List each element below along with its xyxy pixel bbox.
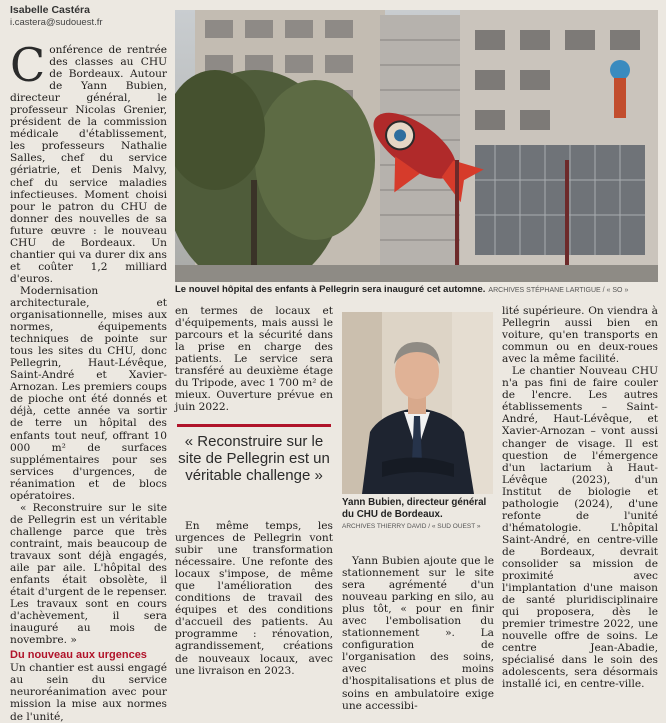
- paragraph: en termes de locaux et d'équipements, mais aussi le parcours et la sécurité dans la prise en charge des patients. Le service sera transféré au deuxième étage du Tripode, avec 1 700 m² de mieux. Ouverture prévue en juin 2022.: [175, 305, 333, 414]
- author-email[interactable]: i.castera@sudouest.fr: [10, 17, 103, 28]
- lead-paragraph: onférence de rentrée des classes au CHU de Bordeaux. Autour de Yann Bubien, directeur général, le professeur Nicolas Grenier, président de la commission médicale d'établissement, les professeurs Nathalie Salles, chef du service gériatrie, et Denis Malvy, chef du service maladies infectieuses. Moment choisi pour le patron du CHU de donner des nouvelles de sa future œuvre : le nouveau CHU de Bordeaux. Un chantier qui va durer dix ans et coûter 1,2 milliard d'euros.: [10, 44, 167, 285]
- paragraph: Yann Bubien ajoute que le stationnement sur le site sera agrémenté d'un nouveau parking en silo, au plus tôt, « pour en finir avec l'embolisation du stationnement ». La configuration de l'organisation des soins, avec moins d'hospitalisations et plus de soins en ambulatoire exige une accessibi-: [342, 555, 494, 712]
- hospital-photo: [175, 10, 658, 282]
- paragraph: « Reconstruire sur le site de Pellegrin est un véritable challenge parce que très contraint, mais beaucoup de travaux sont déjà engagés, aile par aile. L'hôpital des enfants était obsolète, il était d'urgent de le repenser. Les travaux sont en cours d'achèvement, il sera inauguré au mois de novembre. »: [10, 501, 167, 647]
- photo-credit: ARCHIVES THIERRY DAVID / « SUD OUEST »: [342, 523, 481, 530]
- author-name: Isabelle Castéra: [10, 4, 90, 16]
- portrait-illustration: [342, 312, 493, 494]
- hospital-building-illustration: [175, 10, 658, 282]
- portrait-photo: [342, 312, 493, 494]
- photo-caption: [175, 284, 658, 295]
- article-column-1: [10, 38, 167, 723]
- drop-cap: C: [10, 38, 46, 92]
- photo-credit: ARCHIVES STÉPHANE LARTIGUE / « SO »: [488, 287, 629, 294]
- paragraph: lité supérieure. On viendra à Pellegrin aussi bien en voiture, qu'en transports en commun ou en deux-roues avec la même facilité.: [502, 305, 658, 366]
- article-column-2: [175, 305, 333, 413]
- paragraph: Modernisation architecturale, et organisationnelle, mises aux normes, équipements techniques de pointe sur tous les sites du CHU, donc Pellegrin, Haut-Lévêque, Saint-André et Xavier-Arnozan. Les premiers coups de pioche ont été donnés et déjà, cette année va sortir de terre un hôpital des enfants tout neuf, offrant 10 000 m² de surfaces supplémentaires pour ses services d'urgences, de réanimation et de blocs opératoires.: [10, 284, 167, 502]
- paragraph: Le chantier Nouveau CHU n'a pas fini de faire couler de l'encre. Les autres établissements – Saint-André, Haut-Lévêque, et Xavier-Arnozan – vont aussi changer de visage. Il est question de l'émergence d'un lactarium à Haut-Lévêque (2023), d'un Institut de biologie et pathologie (2024), d'une refonte de l'unité d'hématologie. L'hôpital Saint-André, en centre-ville de Bordeaux, devrait consolider sa mission de proximité avec l'implantation d'une maison de santé pluridisciplinaire qui proposera, dès le premier trimestre 2022, une nouvelle offre de soins. Le centre Jean-Abadie, spécialisé dans le soin des adolescents, sera désormais installé ici, en centre-ville.: [502, 365, 658, 691]
- pull-quote: « Reconstruire sur le site de Pellegrin est un véritable challenge »: [177, 424, 331, 484]
- article-column-3: [342, 555, 494, 712]
- subheading: Du nouveau aux urgences: [10, 649, 147, 662]
- caption-text: Yann Bubien, directeur général du CHU de Bordeaux.: [342, 497, 487, 520]
- byline: [10, 4, 170, 28]
- caption-text: Le nouvel hôpital des enfants à Pellegrin sera inauguré cet automne.: [175, 284, 486, 295]
- paragraph: Un chantier est aussi engagé au sein du service neuroréanimation avec pour mission la mise aux normes de l'unité,: [10, 662, 167, 723]
- article-column-2-continued: [175, 520, 333, 677]
- article-column-4: [502, 305, 658, 691]
- portrait-caption: [342, 497, 494, 533]
- paragraph: En même temps, les urgences de Pellegrin vont subir une transformation nécessaire. Une refonte des locaux s'impose, de même que l'amélioration des conditions de travail des équipes et des conditions d'accueil des patients. Au programme : rénovation, agrandissement, créations de nouveaux locaux, avec une livraison en 2023.: [175, 520, 333, 677]
